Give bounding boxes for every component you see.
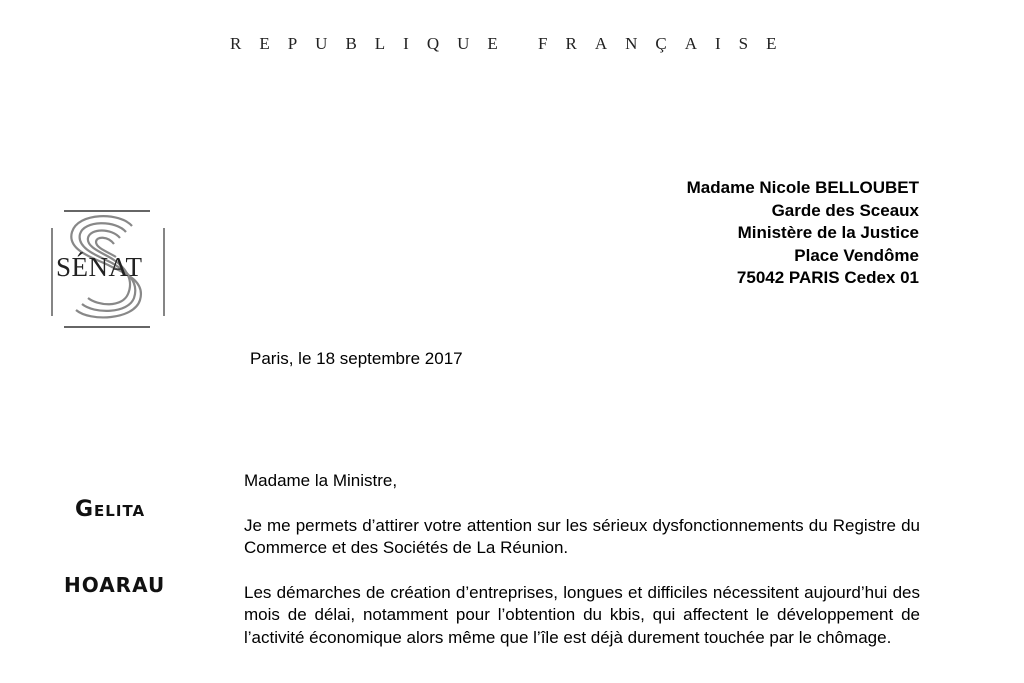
senat-logo bbox=[50, 208, 166, 330]
senator-first-name: Gelita bbox=[75, 497, 146, 522]
recipient-title: Garde des Sceaux bbox=[771, 200, 919, 220]
recipient-ministry: Ministère de la Justice bbox=[737, 223, 919, 242]
senator-last-name: HOARAU bbox=[64, 573, 166, 597]
letter-body bbox=[244, 470, 920, 671]
letter-salutation: Madame la Ministre, bbox=[244, 471, 398, 490]
senat-logo-text: SÉNAT bbox=[56, 252, 143, 282]
recipient-name: Madame Nicole BELLOUBET bbox=[686, 178, 919, 197]
republique-francaise-header: REPUBLIQUE FRANÇAISE bbox=[230, 34, 795, 53]
letter-date: Paris, le 18 septembre 2017 bbox=[250, 349, 463, 368]
recipient-address bbox=[687, 177, 919, 290]
letter-paragraph: Les démarches de création d’entreprises, longues et difficiles nécessitent aujourd’hui des mois de délai, notamment pour l’obtention du kbis, qui affectent le développement de l’activité économique alors même que l’île est déjà durement touchée par le chômage. bbox=[244, 582, 920, 647]
recipient-street: Place Vendôme bbox=[794, 245, 919, 265]
recipient-city: 75042 PARIS Cedex 01 bbox=[736, 268, 919, 287]
letter-paragraph: Je me permets d’attirer votre attention sur les sérieux dysfonctionnements du Registre du Commerce et des Sociétés de La Réunion. bbox=[244, 515, 920, 557]
